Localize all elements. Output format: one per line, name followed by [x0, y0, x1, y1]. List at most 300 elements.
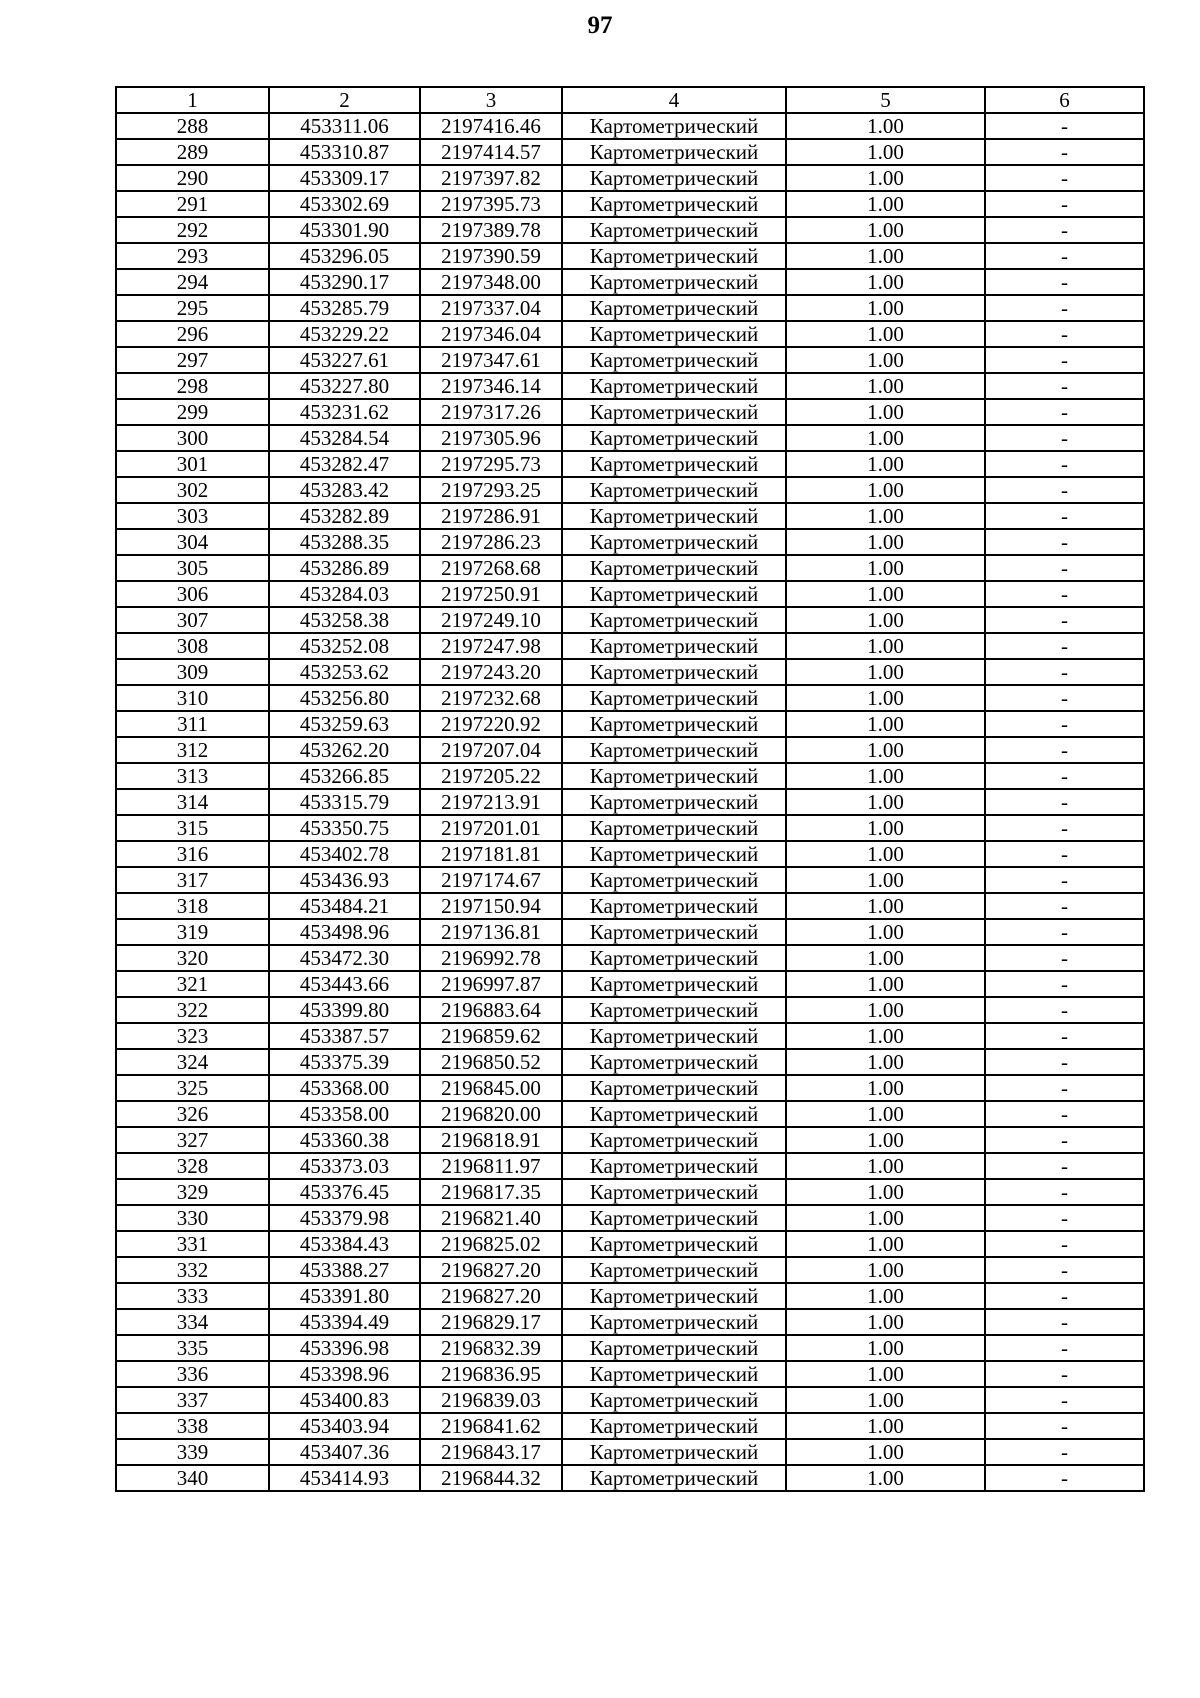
header-cell-6: 6: [985, 87, 1144, 113]
point-number-cell: 335: [116, 1335, 269, 1361]
method-cell: Картометрический: [562, 399, 786, 425]
note-cell: -: [985, 1127, 1144, 1153]
header-cell-3: 3: [420, 87, 562, 113]
accuracy-cell: 1.00: [786, 607, 985, 633]
y-coordinate-cell: 2197286.91: [420, 503, 562, 529]
method-cell: Картометрический: [562, 867, 786, 893]
method-cell: Картометрический: [562, 503, 786, 529]
method-cell: Картометрический: [562, 1179, 786, 1205]
point-number-cell: 297: [116, 347, 269, 373]
point-number-cell: 296: [116, 321, 269, 347]
point-number-cell: 331: [116, 1231, 269, 1257]
y-coordinate-cell: 2197207.04: [420, 737, 562, 763]
x-coordinate-cell: 453315.79: [269, 789, 420, 815]
method-cell: Картометрический: [562, 1101, 786, 1127]
y-coordinate-cell: 2197348.00: [420, 269, 562, 295]
table-row: [116, 1101, 1144, 1127]
method-cell: Картометрический: [562, 1283, 786, 1309]
table-row: [116, 113, 1144, 139]
header-row: [116, 87, 1144, 113]
note-cell: -: [985, 1465, 1144, 1491]
x-coordinate-cell: 453311.06: [269, 113, 420, 139]
y-coordinate-cell: 2196827.20: [420, 1257, 562, 1283]
note-cell: -: [985, 1205, 1144, 1231]
x-coordinate-cell: 453360.38: [269, 1127, 420, 1153]
point-number-cell: 299: [116, 399, 269, 425]
point-number-cell: 301: [116, 451, 269, 477]
table-row: [116, 815, 1144, 841]
y-coordinate-cell: 2197305.96: [420, 425, 562, 451]
point-number-cell: 314: [116, 789, 269, 815]
accuracy-cell: 1.00: [786, 347, 985, 373]
point-number-cell: 310: [116, 685, 269, 711]
note-cell: -: [985, 1075, 1144, 1101]
y-coordinate-cell: 2196992.78: [420, 945, 562, 971]
table-row: [116, 269, 1144, 295]
accuracy-cell: 1.00: [786, 581, 985, 607]
note-cell: -: [985, 1179, 1144, 1205]
method-cell: Картометрический: [562, 1153, 786, 1179]
accuracy-cell: 1.00: [786, 373, 985, 399]
table-row: [116, 1049, 1144, 1075]
page-number: 97: [587, 12, 613, 39]
y-coordinate-cell: 2196839.03: [420, 1387, 562, 1413]
method-cell: Картометрический: [562, 1413, 786, 1439]
y-coordinate-cell: 2196820.00: [420, 1101, 562, 1127]
point-number-cell: 290: [116, 165, 269, 191]
method-cell: Картометрический: [562, 243, 786, 269]
x-coordinate-cell: 453262.20: [269, 737, 420, 763]
table-row: [116, 685, 1144, 711]
accuracy-cell: 1.00: [786, 1309, 985, 1335]
accuracy-cell: 1.00: [786, 1283, 985, 1309]
x-coordinate-cell: 453310.87: [269, 139, 420, 165]
method-cell: Картометрический: [562, 737, 786, 763]
method-cell: Картометрический: [562, 815, 786, 841]
accuracy-cell: 1.00: [786, 425, 985, 451]
note-cell: -: [985, 867, 1144, 893]
y-coordinate-cell: 2197295.73: [420, 451, 562, 477]
x-coordinate-cell: 453256.80: [269, 685, 420, 711]
table-row: [116, 555, 1144, 581]
accuracy-cell: 1.00: [786, 763, 985, 789]
accuracy-cell: 1.00: [786, 971, 985, 997]
method-cell: Картометрический: [562, 945, 786, 971]
method-cell: Картометрический: [562, 607, 786, 633]
point-number-cell: 327: [116, 1127, 269, 1153]
point-number-cell: 318: [116, 893, 269, 919]
table-row: [116, 451, 1144, 477]
y-coordinate-cell: 2196829.17: [420, 1309, 562, 1335]
note-cell: -: [985, 529, 1144, 555]
accuracy-cell: 1.00: [786, 867, 985, 893]
x-coordinate-cell: 453285.79: [269, 295, 420, 321]
y-coordinate-cell: 2197346.04: [420, 321, 562, 347]
x-coordinate-cell: 453398.96: [269, 1361, 420, 1387]
y-coordinate-cell: 2197268.68: [420, 555, 562, 581]
x-coordinate-cell: 453472.30: [269, 945, 420, 971]
note-cell: -: [985, 321, 1144, 347]
table-row: [116, 1439, 1144, 1465]
accuracy-cell: 1.00: [786, 165, 985, 191]
point-number-cell: 333: [116, 1283, 269, 1309]
y-coordinate-cell: 2196811.97: [420, 1153, 562, 1179]
method-cell: Картометрический: [562, 1231, 786, 1257]
y-coordinate-cell: 2197347.61: [420, 347, 562, 373]
method-cell: Картометрический: [562, 581, 786, 607]
note-cell: -: [985, 1439, 1144, 1465]
y-coordinate-cell: 2197389.78: [420, 217, 562, 243]
accuracy-cell: 1.00: [786, 295, 985, 321]
header-cell-5: 5: [786, 87, 985, 113]
y-coordinate-cell: 2197395.73: [420, 191, 562, 217]
accuracy-cell: 1.00: [786, 139, 985, 165]
x-coordinate-cell: 453376.45: [269, 1179, 420, 1205]
accuracy-cell: 1.00: [786, 815, 985, 841]
x-coordinate-cell: 453282.89: [269, 503, 420, 529]
note-cell: -: [985, 243, 1144, 269]
accuracy-cell: 1.00: [786, 477, 985, 503]
table-row: [116, 633, 1144, 659]
note-cell: -: [985, 1153, 1144, 1179]
point-number-cell: 324: [116, 1049, 269, 1075]
table-row: [116, 1309, 1144, 1335]
table-row: [116, 893, 1144, 919]
x-coordinate-cell: 453301.90: [269, 217, 420, 243]
x-coordinate-cell: 453302.69: [269, 191, 420, 217]
header-cell-1: 1: [116, 87, 269, 113]
accuracy-cell: 1.00: [786, 893, 985, 919]
method-cell: Картометрический: [562, 1023, 786, 1049]
y-coordinate-cell: 2196859.62: [420, 1023, 562, 1049]
table-row: [116, 347, 1144, 373]
accuracy-cell: 1.00: [786, 659, 985, 685]
table-row: [116, 399, 1144, 425]
method-cell: Картометрический: [562, 1439, 786, 1465]
accuracy-cell: 1.00: [786, 321, 985, 347]
point-number-cell: 306: [116, 581, 269, 607]
point-number-cell: 309: [116, 659, 269, 685]
accuracy-cell: 1.00: [786, 1049, 985, 1075]
method-cell: Картометрический: [562, 763, 786, 789]
point-number-cell: 313: [116, 763, 269, 789]
method-cell: Картометрический: [562, 217, 786, 243]
accuracy-cell: 1.00: [786, 1127, 985, 1153]
y-coordinate-cell: 2197181.81: [420, 841, 562, 867]
y-coordinate-cell: 2197201.01: [420, 815, 562, 841]
note-cell: -: [985, 555, 1144, 581]
table-row: [116, 1205, 1144, 1231]
y-coordinate-cell: 2197317.26: [420, 399, 562, 425]
point-number-cell: 338: [116, 1413, 269, 1439]
note-cell: -: [985, 373, 1144, 399]
method-cell: Картометрический: [562, 1127, 786, 1153]
note-cell: -: [985, 477, 1144, 503]
accuracy-cell: 1.00: [786, 1439, 985, 1465]
table-row: [116, 737, 1144, 763]
accuracy-cell: 1.00: [786, 1335, 985, 1361]
table-row: [116, 1335, 1144, 1361]
x-coordinate-cell: 453309.17: [269, 165, 420, 191]
method-cell: Картометрический: [562, 685, 786, 711]
accuracy-cell: 1.00: [786, 399, 985, 425]
method-cell: Картометрический: [562, 113, 786, 139]
accuracy-cell: 1.00: [786, 1205, 985, 1231]
point-number-cell: 289: [116, 139, 269, 165]
x-coordinate-cell: 453227.80: [269, 373, 420, 399]
point-number-cell: 308: [116, 633, 269, 659]
table-row: [116, 1283, 1144, 1309]
x-coordinate-cell: 453266.85: [269, 763, 420, 789]
x-coordinate-cell: 453368.00: [269, 1075, 420, 1101]
y-coordinate-cell: 2197249.10: [420, 607, 562, 633]
point-number-cell: 328: [116, 1153, 269, 1179]
y-coordinate-cell: 2197250.91: [420, 581, 562, 607]
accuracy-cell: 1.00: [786, 633, 985, 659]
y-coordinate-cell: 2197337.04: [420, 295, 562, 321]
x-coordinate-cell: 453396.98: [269, 1335, 420, 1361]
note-cell: -: [985, 685, 1144, 711]
y-coordinate-cell: 2196836.95: [420, 1361, 562, 1387]
accuracy-cell: 1.00: [786, 113, 985, 139]
x-coordinate-cell: 453284.03: [269, 581, 420, 607]
method-cell: Картометрический: [562, 295, 786, 321]
note-cell: -: [985, 737, 1144, 763]
table-row: [116, 1127, 1144, 1153]
table-row: [116, 971, 1144, 997]
y-coordinate-cell: 2196844.32: [420, 1465, 562, 1491]
y-coordinate-cell: 2196825.02: [420, 1231, 562, 1257]
table-row: [116, 191, 1144, 217]
accuracy-cell: 1.00: [786, 919, 985, 945]
y-coordinate-cell: 2196832.39: [420, 1335, 562, 1361]
method-cell: Картометрический: [562, 451, 786, 477]
point-number-cell: 311: [116, 711, 269, 737]
note-cell: -: [985, 997, 1144, 1023]
method-cell: Картометрический: [562, 997, 786, 1023]
header-cell-2: 2: [269, 87, 420, 113]
header-cell-4: 4: [562, 87, 786, 113]
y-coordinate-cell: 2196845.00: [420, 1075, 562, 1101]
x-coordinate-cell: 453403.94: [269, 1413, 420, 1439]
x-coordinate-cell: 453436.93: [269, 867, 420, 893]
y-coordinate-cell: 2197390.59: [420, 243, 562, 269]
y-coordinate-cell: 2197136.81: [420, 919, 562, 945]
note-cell: -: [985, 165, 1144, 191]
method-cell: Картометрический: [562, 1075, 786, 1101]
note-cell: -: [985, 347, 1144, 373]
point-number-cell: 325: [116, 1075, 269, 1101]
table-row: [116, 867, 1144, 893]
x-coordinate-cell: 453484.21: [269, 893, 420, 919]
point-number-cell: 292: [116, 217, 269, 243]
y-coordinate-cell: 2197232.68: [420, 685, 562, 711]
table-row: [116, 295, 1144, 321]
method-cell: Картометрический: [562, 139, 786, 165]
accuracy-cell: 1.00: [786, 737, 985, 763]
table-row: [116, 425, 1144, 451]
note-cell: -: [985, 893, 1144, 919]
note-cell: -: [985, 633, 1144, 659]
table-row: [116, 529, 1144, 555]
accuracy-cell: 1.00: [786, 1361, 985, 1387]
method-cell: Картометрический: [562, 321, 786, 347]
method-cell: Картометрический: [562, 633, 786, 659]
point-number-cell: 305: [116, 555, 269, 581]
accuracy-cell: 1.00: [786, 1179, 985, 1205]
y-coordinate-cell: 2196883.64: [420, 997, 562, 1023]
method-cell: Картометрический: [562, 477, 786, 503]
y-coordinate-cell: 2197286.23: [420, 529, 562, 555]
table-row: [116, 1075, 1144, 1101]
table-row: [116, 997, 1144, 1023]
x-coordinate-cell: 453258.38: [269, 607, 420, 633]
note-cell: -: [985, 581, 1144, 607]
note-cell: -: [985, 1049, 1144, 1075]
point-number-cell: 307: [116, 607, 269, 633]
x-coordinate-cell: 453290.17: [269, 269, 420, 295]
accuracy-cell: 1.00: [786, 1387, 985, 1413]
table-row: [116, 1413, 1144, 1439]
y-coordinate-cell: 2196817.35: [420, 1179, 562, 1205]
method-cell: Картометрический: [562, 841, 786, 867]
table-row: [116, 1465, 1144, 1491]
note-cell: -: [985, 1283, 1144, 1309]
y-coordinate-cell: 2196818.91: [420, 1127, 562, 1153]
y-coordinate-cell: 2197213.91: [420, 789, 562, 815]
method-cell: Картометрический: [562, 529, 786, 555]
method-cell: Картометрический: [562, 711, 786, 737]
table-row: [116, 607, 1144, 633]
table-row: [116, 373, 1144, 399]
x-coordinate-cell: 453387.57: [269, 1023, 420, 1049]
y-coordinate-cell: 2196841.62: [420, 1413, 562, 1439]
note-cell: -: [985, 113, 1144, 139]
x-coordinate-cell: 453498.96: [269, 919, 420, 945]
method-cell: Картометрический: [562, 165, 786, 191]
method-cell: Картометрический: [562, 1335, 786, 1361]
table-row: [116, 1153, 1144, 1179]
point-number-cell: 295: [116, 295, 269, 321]
method-cell: Картометрический: [562, 373, 786, 399]
note-cell: -: [985, 1309, 1144, 1335]
x-coordinate-cell: 453373.03: [269, 1153, 420, 1179]
note-cell: -: [985, 945, 1144, 971]
table-row: [116, 217, 1144, 243]
table-row: [116, 165, 1144, 191]
table-row: [116, 919, 1144, 945]
note-cell: -: [985, 399, 1144, 425]
y-coordinate-cell: 2197243.20: [420, 659, 562, 685]
table-row: [116, 659, 1144, 685]
table-row: [116, 1387, 1144, 1413]
point-number-cell: 294: [116, 269, 269, 295]
point-number-cell: 304: [116, 529, 269, 555]
x-coordinate-cell: 453402.78: [269, 841, 420, 867]
table-row: [116, 321, 1144, 347]
note-cell: -: [985, 503, 1144, 529]
note-cell: -: [985, 1387, 1144, 1413]
accuracy-cell: 1.00: [786, 555, 985, 581]
table-row: [116, 945, 1144, 971]
method-cell: Картометрический: [562, 1309, 786, 1335]
y-coordinate-cell: 2197397.82: [420, 165, 562, 191]
accuracy-cell: 1.00: [786, 1465, 985, 1491]
point-number-cell: 298: [116, 373, 269, 399]
x-coordinate-cell: 453252.08: [269, 633, 420, 659]
note-cell: -: [985, 1023, 1144, 1049]
note-cell: -: [985, 1413, 1144, 1439]
point-number-cell: 321: [116, 971, 269, 997]
x-coordinate-cell: 453286.89: [269, 555, 420, 581]
table-row: [116, 1231, 1144, 1257]
accuracy-cell: 1.00: [786, 685, 985, 711]
table-row: [116, 1023, 1144, 1049]
y-coordinate-cell: 2197293.25: [420, 477, 562, 503]
x-coordinate-cell: 453296.05: [269, 243, 420, 269]
accuracy-cell: 1.00: [786, 451, 985, 477]
y-coordinate-cell: 2197346.14: [420, 373, 562, 399]
x-coordinate-cell: 453391.80: [269, 1283, 420, 1309]
method-cell: Картометрический: [562, 191, 786, 217]
table-row: [116, 841, 1144, 867]
accuracy-cell: 1.00: [786, 1075, 985, 1101]
method-cell: Картометрический: [562, 1465, 786, 1491]
accuracy-cell: 1.00: [786, 945, 985, 971]
x-coordinate-cell: 453283.42: [269, 477, 420, 503]
note-cell: -: [985, 659, 1144, 685]
x-coordinate-cell: 453388.27: [269, 1257, 420, 1283]
accuracy-cell: 1.00: [786, 841, 985, 867]
note-cell: -: [985, 191, 1144, 217]
method-cell: Картометрический: [562, 893, 786, 919]
x-coordinate-cell: 453284.54: [269, 425, 420, 451]
method-cell: Картометрический: [562, 347, 786, 373]
point-number-cell: 315: [116, 815, 269, 841]
method-cell: Картометрический: [562, 919, 786, 945]
coordinates-table: [115, 86, 1145, 1492]
y-coordinate-cell: 2196827.20: [420, 1283, 562, 1309]
note-cell: -: [985, 789, 1144, 815]
y-coordinate-cell: 2196843.17: [420, 1439, 562, 1465]
x-coordinate-cell: 453400.83: [269, 1387, 420, 1413]
accuracy-cell: 1.00: [786, 1101, 985, 1127]
point-number-cell: 337: [116, 1387, 269, 1413]
point-number-cell: 291: [116, 191, 269, 217]
accuracy-cell: 1.00: [786, 789, 985, 815]
y-coordinate-cell: 2197174.67: [420, 867, 562, 893]
table-row: [116, 711, 1144, 737]
x-coordinate-cell: 453379.98: [269, 1205, 420, 1231]
point-number-cell: 288: [116, 113, 269, 139]
method-cell: Картометрический: [562, 425, 786, 451]
note-cell: -: [985, 1257, 1144, 1283]
point-number-cell: 332: [116, 1257, 269, 1283]
x-coordinate-cell: 453350.75: [269, 815, 420, 841]
accuracy-cell: 1.00: [786, 711, 985, 737]
y-coordinate-cell: 2197150.94: [420, 893, 562, 919]
x-coordinate-cell: 453288.35: [269, 529, 420, 555]
note-cell: -: [985, 763, 1144, 789]
accuracy-cell: 1.00: [786, 503, 985, 529]
accuracy-cell: 1.00: [786, 269, 985, 295]
y-coordinate-cell: 2197414.57: [420, 139, 562, 165]
x-coordinate-cell: 453231.62: [269, 399, 420, 425]
x-coordinate-cell: 453384.43: [269, 1231, 420, 1257]
point-number-cell: 323: [116, 1023, 269, 1049]
method-cell: Картометрический: [562, 971, 786, 997]
y-coordinate-cell: 2197416.46: [420, 113, 562, 139]
